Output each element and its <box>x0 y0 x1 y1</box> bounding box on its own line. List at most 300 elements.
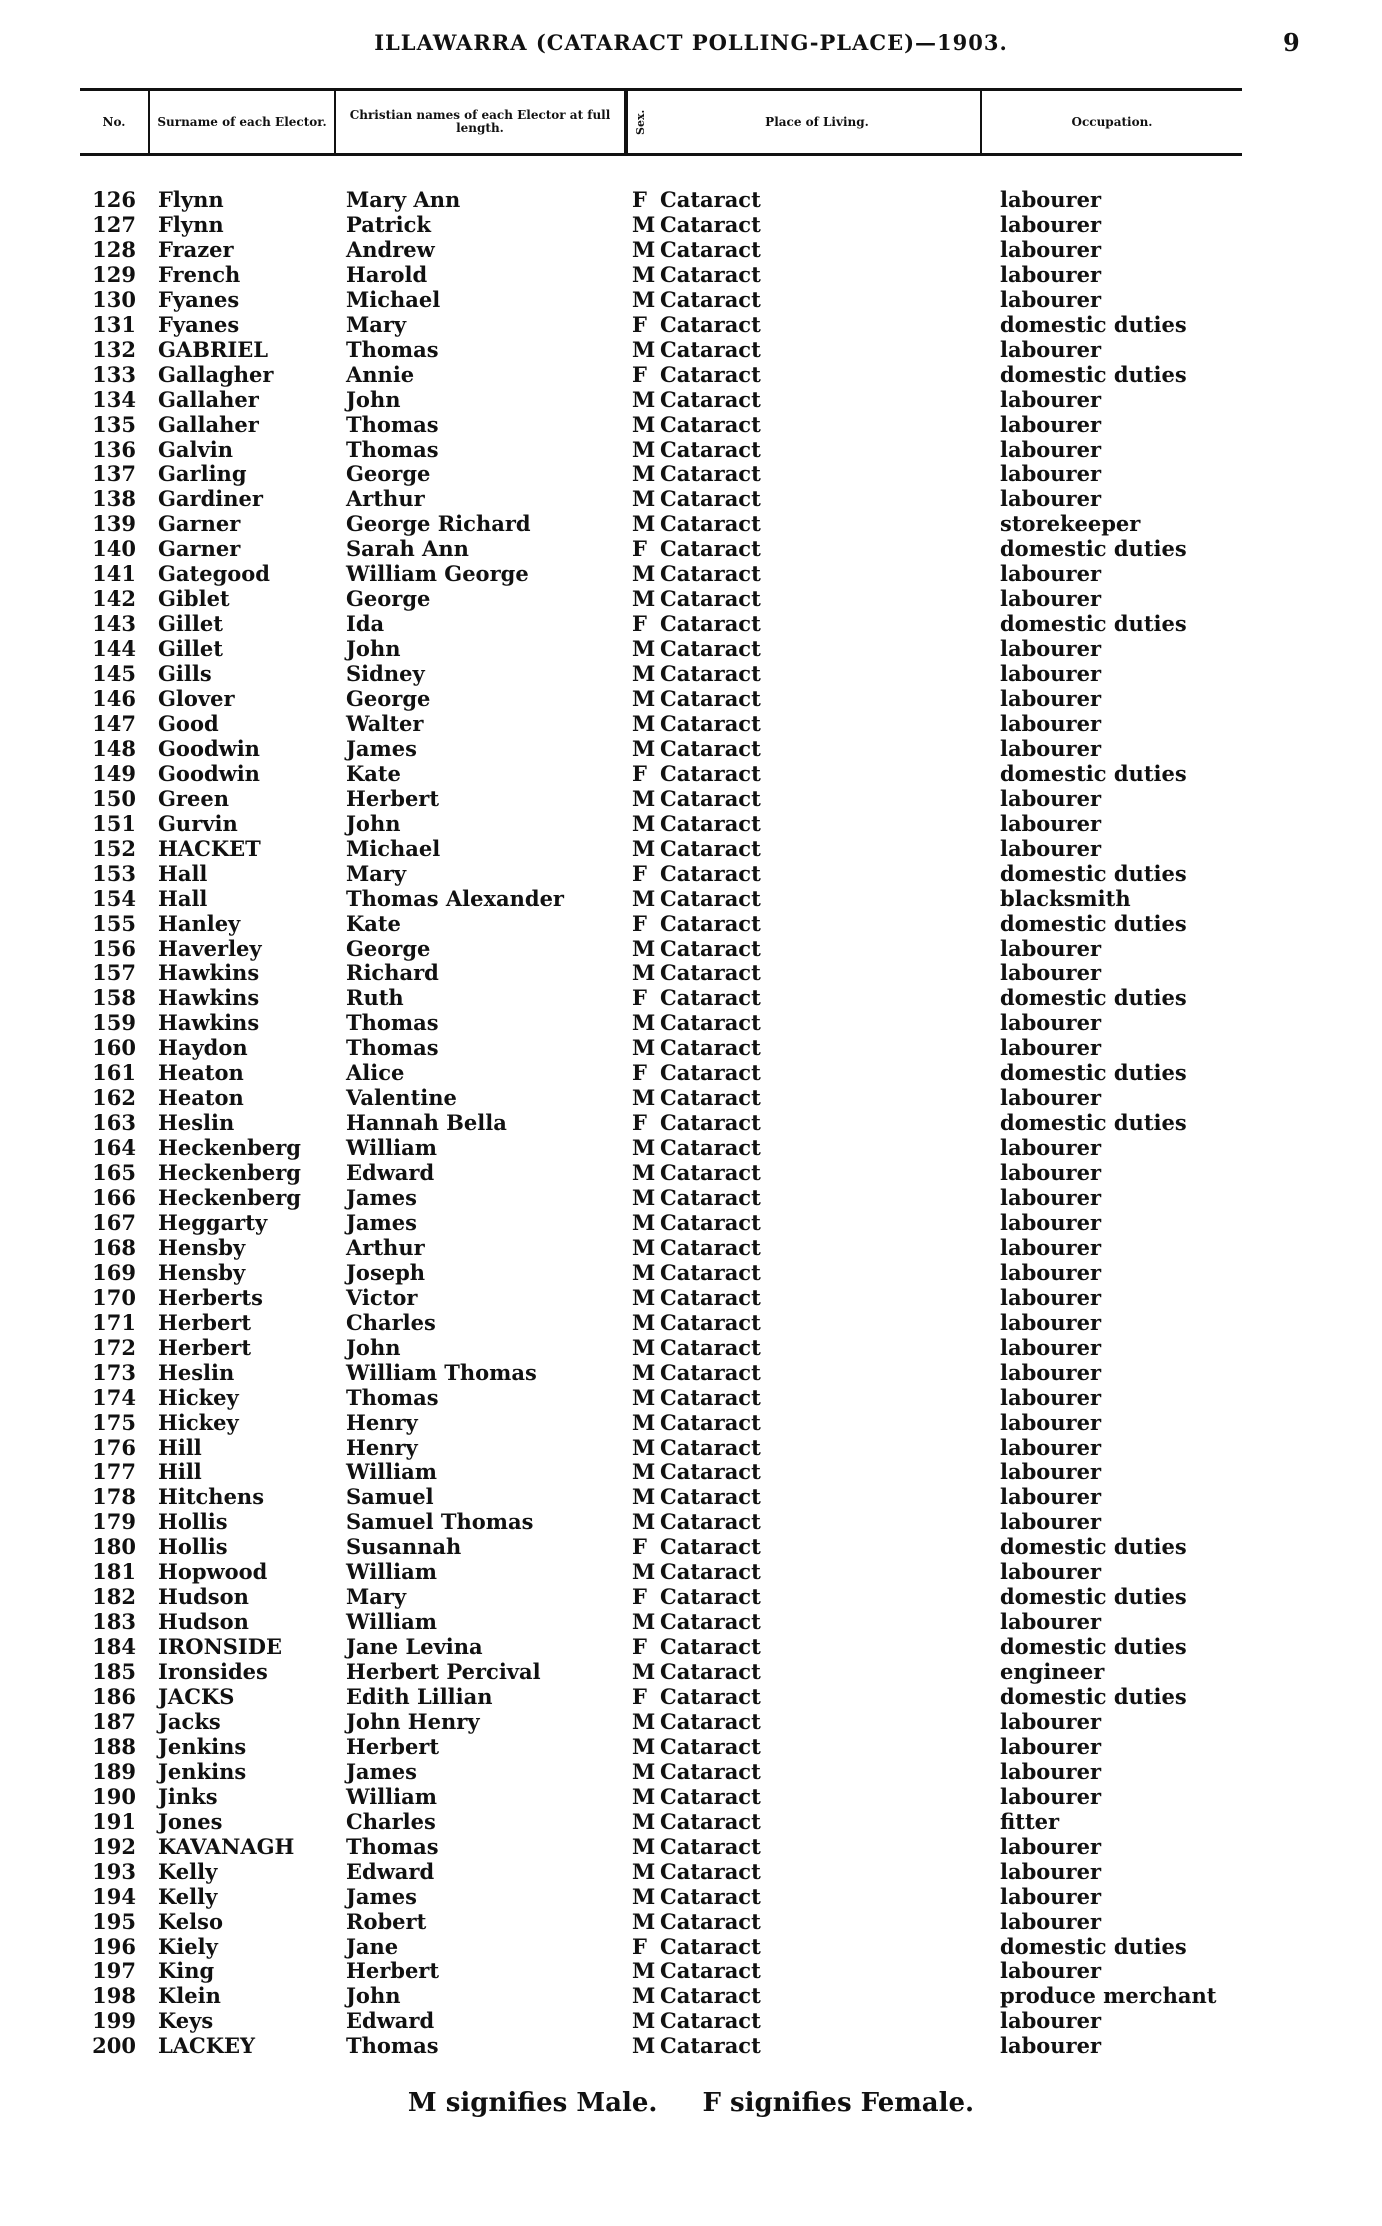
elector-surname: Fyanes <box>158 286 240 312</box>
elector-occupation: domestic duties <box>1000 361 1187 387</box>
elector-christian-names: Thomas <box>346 1010 439 1036</box>
elector-surname: Gillet <box>158 636 223 662</box>
elector-occupation: labourer <box>1000 1833 1102 1859</box>
table-row <box>0 1884 1382 1909</box>
table-row <box>0 486 1382 511</box>
elector-surname: LACKEY <box>158 2033 256 2059</box>
elector-occupation: labourer <box>1000 461 1102 487</box>
elector-christian-names: Thomas <box>346 1035 439 1061</box>
elector-christian-names: George <box>346 935 431 961</box>
elector-number: 158 <box>92 985 136 1011</box>
elector-place: Cataract <box>660 1135 761 1161</box>
elector-surname: Hickey <box>158 1409 239 1435</box>
elector-sex: M <box>632 286 656 312</box>
elector-sex: M <box>632 561 656 587</box>
elector-place: Cataract <box>660 860 761 886</box>
table-row <box>0 1060 1382 1085</box>
elector-christian-names: Annie <box>346 361 415 387</box>
elector-surname: Klein <box>158 1983 221 2009</box>
elector-surname: Gardiner <box>158 486 263 512</box>
elector-christian-names: William <box>346 1559 437 1585</box>
elector-place: Cataract <box>660 1808 761 1834</box>
table-row <box>0 1859 1382 1884</box>
elector-occupation: labourer <box>1000 686 1102 711</box>
elector-place: Cataract <box>660 1384 761 1410</box>
elector-number: 150 <box>92 785 136 811</box>
elector-sex: M <box>632 236 656 262</box>
elector-place: Cataract <box>660 1758 761 1784</box>
table-row <box>0 1484 1382 1509</box>
elector-occupation: domestic duties <box>1000 760 1187 786</box>
elector-surname: Hawkins <box>158 960 260 986</box>
table-row <box>0 1135 1382 1160</box>
elector-surname: Giblet <box>158 586 230 612</box>
elector-number: 165 <box>92 1160 136 1186</box>
elector-occupation: domestic duties <box>1000 1584 1187 1610</box>
elector-christian-names: Mary <box>346 311 407 337</box>
elector-christian-names: Thomas Alexander <box>346 885 564 911</box>
elector-sex: M <box>632 2008 656 2034</box>
elector-place: Cataract <box>660 1459 761 1485</box>
elector-surname: Hitchens <box>158 1484 265 1510</box>
elector-sex: M <box>632 810 656 836</box>
table-row <box>0 1360 1382 1385</box>
elector-surname: Gills <box>158 661 212 687</box>
elector-sex: F <box>632 910 647 936</box>
elector-surname: Hudson <box>158 1609 249 1635</box>
elector-occupation: domestic duties <box>1000 1933 1187 1959</box>
elector-surname: Gurvin <box>158 810 238 836</box>
elector-occupation: labourer <box>1000 187 1102 212</box>
elector-place: Cataract <box>660 1733 761 1759</box>
elector-christian-names: John <box>346 636 401 662</box>
elector-place: Cataract <box>660 1983 761 2009</box>
elector-christian-names: Robert <box>346 1908 427 1934</box>
elector-place: Cataract <box>660 1684 761 1709</box>
elector-surname: Haydon <box>158 1035 248 1061</box>
elector-occupation: labourer <box>1000 835 1102 861</box>
elector-number: 187 <box>92 1708 136 1734</box>
elector-sex: M <box>632 486 656 512</box>
elector-surname: Hensby <box>158 1234 246 1260</box>
elector-surname: Flynn <box>158 211 224 237</box>
elector-number: 193 <box>92 1858 136 1884</box>
elector-christian-names: Arthur <box>346 486 425 512</box>
elector-occupation: labourer <box>1000 710 1102 736</box>
table-row <box>0 1410 1382 1435</box>
table-row <box>0 1709 1382 1734</box>
elector-surname: Hill <box>158 1459 202 1485</box>
elector-number: 200 <box>92 2033 136 2059</box>
elector-christian-names: Victor <box>346 1284 418 1310</box>
elector-number: 166 <box>92 1185 136 1210</box>
elector-number: 129 <box>92 261 136 287</box>
elector-sex: M <box>632 1434 656 1460</box>
elector-place: Cataract <box>660 1060 761 1086</box>
elector-place: Cataract <box>660 1559 761 1585</box>
elector-sex: M <box>632 261 656 287</box>
elector-occupation: labourer <box>1000 1958 1102 1984</box>
elector-place: Cataract <box>660 461 761 487</box>
elector-number: 157 <box>92 960 136 986</box>
elector-occupation: labourer <box>1000 735 1102 761</box>
elector-surname: Heaton <box>158 1085 244 1111</box>
elector-number: 189 <box>92 1758 136 1784</box>
page-number: 9 <box>1283 28 1300 57</box>
elector-christian-names: John <box>346 1334 401 1360</box>
elector-sex: M <box>632 1484 656 1510</box>
elector-surname: Garling <box>158 461 247 487</box>
elector-place: Cataract <box>660 511 761 537</box>
elector-surname: Kelso <box>158 1908 223 1934</box>
elector-place: Cataract <box>660 1284 761 1310</box>
elector-sex: M <box>632 211 656 237</box>
elector-place: Cataract <box>660 885 761 911</box>
elector-number: 145 <box>92 661 136 687</box>
elector-occupation: domestic duties <box>1000 1060 1187 1086</box>
elector-occupation: labourer <box>1000 810 1102 836</box>
elector-surname: Goodwin <box>158 760 260 786</box>
elector-sex: M <box>632 586 656 612</box>
elector-number: 156 <box>92 935 136 961</box>
table-row <box>0 2033 1382 2058</box>
header-sex: Sex. <box>626 91 654 153</box>
elector-sex: F <box>632 985 647 1011</box>
elector-sex: M <box>632 710 656 736</box>
elector-number: 168 <box>92 1234 136 1260</box>
elector-surname: Herbert <box>158 1309 252 1335</box>
table-row <box>0 1509 1382 1534</box>
table-row <box>0 1834 1382 1859</box>
table-row <box>0 786 1382 811</box>
elector-christian-names: John <box>346 810 401 836</box>
elector-christian-names: Sidney <box>346 661 425 687</box>
elector-place: Cataract <box>660 1359 761 1385</box>
elector-place: Cataract <box>660 261 761 287</box>
table-row <box>0 960 1382 985</box>
elector-number: 192 <box>92 1833 136 1859</box>
elector-occupation: domestic duties <box>1000 910 1187 936</box>
elector-surname: Hanley <box>158 910 241 936</box>
elector-surname: IRONSIDE <box>158 1634 282 1660</box>
elector-occupation: labourer <box>1000 586 1102 612</box>
elector-occupation: labourer <box>1000 1135 1102 1161</box>
elector-occupation: labourer <box>1000 1384 1102 1410</box>
elector-occupation: labourer <box>1000 1783 1102 1809</box>
elector-surname: Gallagher <box>158 361 274 387</box>
elector-place: Cataract <box>660 1783 761 1809</box>
elector-occupation: fitter <box>1000 1808 1060 1834</box>
elector-sex: M <box>632 2033 656 2059</box>
elector-occupation: labourer <box>1000 1334 1102 1360</box>
elector-sex: M <box>632 960 656 986</box>
elector-place: Cataract <box>660 1933 761 1959</box>
table-row <box>0 911 1382 936</box>
table-row <box>0 1584 1382 1609</box>
header-surname: Surname of each Elector. <box>150 91 336 153</box>
elector-place: Cataract <box>660 760 761 786</box>
table-row <box>0 511 1382 536</box>
elector-occupation: labourer <box>1000 1284 1102 1310</box>
elector-surname: Frazer <box>158 236 234 262</box>
elector-number: 190 <box>92 1783 136 1809</box>
elector-occupation: labourer <box>1000 1883 1102 1909</box>
elector-place: Cataract <box>660 1958 761 1984</box>
elector-number: 148 <box>92 735 136 761</box>
elector-sex: M <box>632 1459 656 1485</box>
elector-number: 131 <box>92 311 136 337</box>
table-row <box>0 886 1382 911</box>
elector-place: Cataract <box>660 636 761 662</box>
elector-place: Cataract <box>660 561 761 587</box>
elector-place: Cataract <box>660 910 761 936</box>
elector-occupation: labourer <box>1000 935 1102 961</box>
elector-christian-names: Charles <box>346 1808 436 1834</box>
elector-number: 198 <box>92 1983 136 2009</box>
elector-place: Cataract <box>660 361 761 387</box>
elector-surname: Hawkins <box>158 985 260 1011</box>
elector-place: Cataract <box>660 1659 761 1685</box>
elector-surname: Hickey <box>158 1384 239 1410</box>
elector-christian-names: Ruth <box>346 985 404 1011</box>
table-row <box>0 636 1382 661</box>
elector-number: 171 <box>92 1309 136 1335</box>
elector-christian-names: Thomas <box>346 336 439 362</box>
elector-place: Cataract <box>660 611 761 637</box>
elector-occupation: labourer <box>1000 1908 1102 1934</box>
elector-number: 142 <box>92 586 136 612</box>
elector-christian-names: Kate <box>346 910 401 936</box>
elector-number: 143 <box>92 611 136 637</box>
elector-place: Cataract <box>660 311 761 337</box>
elector-surname: Hensby <box>158 1259 246 1285</box>
elector-number: 178 <box>92 1484 136 1510</box>
elector-sex: M <box>632 1609 656 1635</box>
elector-sex: M <box>632 686 656 711</box>
elector-christian-names: James <box>346 1758 417 1784</box>
elector-christian-names: William Thomas <box>346 1359 537 1385</box>
elector-surname: Ironsides <box>158 1659 268 1685</box>
table-header <box>80 88 1242 156</box>
elector-surname: Heaton <box>158 1060 244 1086</box>
table-row <box>0 1809 1382 1834</box>
elector-surname: Herberts <box>158 1284 263 1310</box>
elector-occupation: domestic duties <box>1000 1534 1187 1560</box>
elector-sex: M <box>632 1035 656 1061</box>
elector-place: Cataract <box>660 1908 761 1934</box>
elector-number: 170 <box>92 1284 136 1310</box>
table-row <box>0 212 1382 237</box>
elector-place: Cataract <box>660 1509 761 1535</box>
elector-surname: Good <box>158 710 219 736</box>
elector-christian-names: Harold <box>346 261 428 287</box>
elector-place: Cataract <box>660 2008 761 2034</box>
elector-christian-names: Arthur <box>346 1234 425 1260</box>
table-row <box>0 437 1382 462</box>
table-row <box>0 362 1382 387</box>
elector-surname: Goodwin <box>158 735 260 761</box>
elector-occupation: labourer <box>1000 1609 1102 1635</box>
elector-surname: Hollis <box>158 1509 228 1535</box>
table-row <box>0 1285 1382 1310</box>
elector-sex: M <box>632 661 656 687</box>
elector-christian-names: Thomas <box>346 411 439 437</box>
elector-place: Cataract <box>660 935 761 961</box>
elector-place: Cataract <box>660 386 761 412</box>
elector-christian-names: Charles <box>346 1309 436 1335</box>
elector-place: Cataract <box>660 686 761 711</box>
elector-place: Cataract <box>660 1434 761 1460</box>
elector-sex: M <box>632 411 656 437</box>
elector-occupation: labourer <box>1000 1160 1102 1186</box>
elector-occupation: labourer <box>1000 661 1102 687</box>
elector-place: Cataract <box>660 661 761 687</box>
elector-occupation: labourer <box>1000 1858 1102 1884</box>
elector-surname: Kiely <box>158 1933 218 1959</box>
table-row <box>0 711 1382 736</box>
elector-place: Cataract <box>660 211 761 237</box>
table-row <box>0 1934 1382 1959</box>
elector-place: Cataract <box>660 1334 761 1360</box>
elector-occupation: labourer <box>1000 2033 1102 2059</box>
elector-number: 194 <box>92 1883 136 1909</box>
elector-surname: Heckenberg <box>158 1185 301 1210</box>
elector-surname: Kelly <box>158 1883 218 1909</box>
elector-number: 162 <box>92 1085 136 1111</box>
elector-sex: M <box>632 1559 656 1585</box>
female-note: F signifies Female. <box>702 2088 975 2118</box>
elector-sex: M <box>632 1833 656 1859</box>
elector-place: Cataract <box>660 1110 761 1136</box>
elector-sex: M <box>632 1359 656 1385</box>
elector-christian-names: Edward <box>346 1858 435 1884</box>
table-row <box>0 985 1382 1010</box>
elector-sex: F <box>632 1933 647 1959</box>
elector-christian-names: George <box>346 686 431 711</box>
elector-christian-names: William <box>346 1609 437 1635</box>
elector-number: 195 <box>92 1908 136 1934</box>
table-row <box>0 262 1382 287</box>
elector-christian-names: John <box>346 386 401 412</box>
table-row <box>0 686 1382 711</box>
elector-number: 175 <box>92 1409 136 1435</box>
table-row <box>0 1310 1382 1335</box>
table-row <box>0 2008 1382 2033</box>
elector-number: 135 <box>92 411 136 437</box>
elector-number: 164 <box>92 1135 136 1161</box>
elector-sex: M <box>632 1883 656 1909</box>
elector-sex: M <box>632 1858 656 1884</box>
elector-christian-names: Jane Levina <box>346 1634 483 1660</box>
elector-sex: M <box>632 511 656 537</box>
table-row <box>0 1085 1382 1110</box>
elector-surname: Hall <box>158 885 208 911</box>
elector-place: Cataract <box>660 810 761 836</box>
elector-christian-names: Mary Ann <box>346 187 461 212</box>
table-row <box>0 461 1382 486</box>
table-row <box>0 1958 1382 1983</box>
elector-place: Cataract <box>660 1858 761 1884</box>
elector-sex: M <box>632 1309 656 1335</box>
table-row <box>0 836 1382 861</box>
elector-occupation: produce merchant <box>1000 1983 1217 2009</box>
elector-sex: F <box>632 760 647 786</box>
elector-sex: M <box>632 785 656 811</box>
elector-place: Cataract <box>660 1609 761 1635</box>
table-row <box>0 536 1382 561</box>
elector-place: Cataract <box>660 1484 761 1510</box>
elector-occupation: domestic duties <box>1000 611 1187 637</box>
page-title: ILLAWARRA (CATARACT POLLING-PLACE)—1903. <box>374 30 1008 55</box>
elector-surname: Jenkins <box>158 1758 247 1784</box>
elector-sex: F <box>632 1060 647 1086</box>
table-row <box>0 586 1382 611</box>
elector-christian-names: Herbert <box>346 1733 440 1759</box>
elector-place: Cataract <box>660 411 761 437</box>
table-row <box>0 1684 1382 1709</box>
elector-christian-names: Edward <box>346 2008 435 2034</box>
elector-christian-names: Jane <box>346 1933 399 1959</box>
elector-number: 147 <box>92 710 136 736</box>
table-row <box>0 1385 1382 1410</box>
table-row <box>0 1260 1382 1285</box>
elector-occupation: blacksmith <box>1000 885 1131 911</box>
elector-occupation: labourer <box>1000 211 1102 237</box>
elector-sex: M <box>632 1783 656 1809</box>
header-no: No. <box>80 91 150 153</box>
table-row <box>0 1235 1382 1260</box>
elector-number: 153 <box>92 860 136 886</box>
elector-sex: M <box>632 1958 656 1984</box>
elector-sex: M <box>632 1509 656 1535</box>
elector-place: Cataract <box>660 1259 761 1285</box>
elector-occupation: labourer <box>1000 960 1102 986</box>
elector-number: 161 <box>92 1060 136 1086</box>
table-row <box>0 1634 1382 1659</box>
elector-sex: M <box>632 1284 656 1310</box>
elector-surname: Hill <box>158 1434 202 1460</box>
male-note: M signifies Male. <box>407 2088 658 2118</box>
elector-sex: M <box>632 835 656 861</box>
header-place-of-living: Place of Living. <box>654 91 982 153</box>
elector-number: 160 <box>92 1035 136 1061</box>
elector-number: 184 <box>92 1634 136 1660</box>
elector-number: 126 <box>92 187 136 212</box>
elector-occupation: labourer <box>1000 785 1102 811</box>
elector-surname: Keys <box>158 2008 214 2034</box>
elector-christian-names: William <box>346 1135 437 1161</box>
table-row <box>0 1435 1382 1460</box>
elector-place: Cataract <box>660 1085 761 1111</box>
elector-christian-names: Patrick <box>346 211 431 237</box>
elector-sex: M <box>632 935 656 961</box>
elector-christian-names: Thomas <box>346 1833 439 1859</box>
elector-occupation: labourer <box>1000 1309 1102 1335</box>
elector-surname: Hall <box>158 860 208 886</box>
elector-place: Cataract <box>660 785 761 811</box>
elector-sex: M <box>632 1259 656 1285</box>
elector-christian-names: Henry <box>346 1409 418 1435</box>
elector-number: 186 <box>92 1684 136 1709</box>
elector-number: 163 <box>92 1110 136 1136</box>
elector-number: 155 <box>92 910 136 936</box>
elector-sex: F <box>632 860 647 886</box>
elector-place: Cataract <box>660 985 761 1011</box>
elector-number: 134 <box>92 386 136 412</box>
elector-surname: Heslin <box>158 1110 235 1136</box>
elector-surname: GABRIEL <box>158 336 269 362</box>
elector-christian-names: George <box>346 461 431 487</box>
